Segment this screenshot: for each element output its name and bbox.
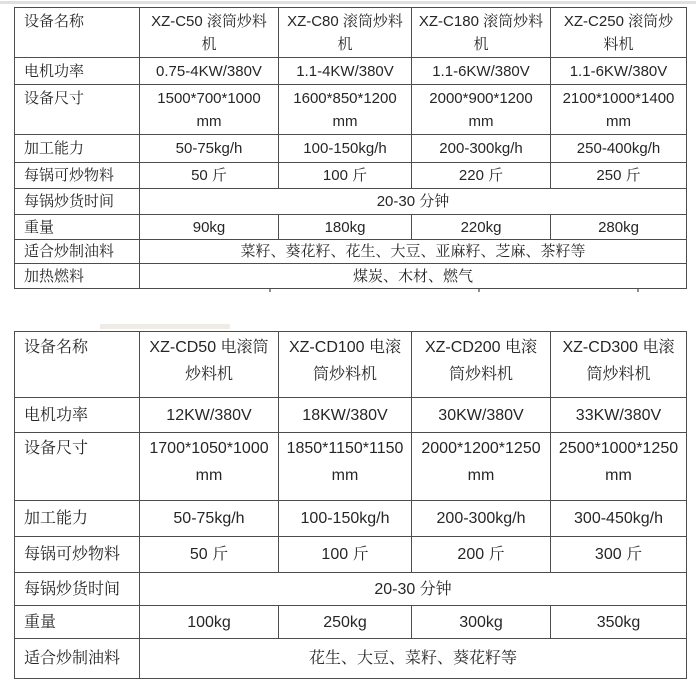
table-row: [15, 8, 687, 58]
table-row: [15, 537, 687, 573]
model-header: XZ-C80 滚筒炒料机: [279, 8, 412, 58]
dimension-unit: mm: [196, 113, 222, 130]
model-header: XZ-C180 滚筒炒料机: [412, 8, 551, 58]
cell-value: 33KW/380V: [551, 398, 687, 433]
cell-value: [551, 85, 687, 135]
row-label-power: 电机功率: [15, 58, 140, 85]
cell-value: 50 斤: [140, 163, 279, 189]
cell-value: 200-300kg/h: [412, 501, 551, 537]
table-row: [15, 240, 687, 264]
row-label-heating-fuel: 加热燃料: [15, 264, 140, 289]
cell-value: [140, 85, 279, 135]
dimension-unit: mm: [331, 467, 359, 484]
row-label-power: 电机功率: [15, 398, 140, 433]
row-label-frying-time: 每锅炒货时间: [15, 189, 140, 215]
cell-value: 250kg: [279, 606, 412, 639]
model-header: XZ-CD300 电滚筒炒料机: [551, 332, 687, 398]
row-label-material-per-pot: 每锅可炒物料: [15, 537, 140, 573]
table-row: [15, 573, 687, 606]
row-label-capacity: 加工能力: [15, 135, 140, 163]
cell-value: 250 斤: [551, 163, 687, 189]
dimension: 2100*1000*1400: [562, 90, 675, 107]
table-row: [15, 85, 687, 135]
dimension-unit: mm: [332, 113, 358, 130]
cell-value: 50 斤: [140, 537, 279, 573]
table-row: [15, 398, 687, 433]
spec-table-electric: [14, 331, 687, 679]
table-row: [15, 639, 687, 679]
dimension: 2000*900*1200: [429, 90, 533, 107]
table-row: [15, 135, 687, 163]
table-row: [15, 189, 687, 215]
cell-value: 250-400kg/h: [551, 135, 687, 163]
row-label-material-per-pot: 每锅可炒物料: [15, 163, 140, 189]
model-header: XZ-CD50 电滚筒炒料机: [140, 332, 279, 398]
row-label-size: 设备尺寸: [15, 85, 140, 135]
cell-span-value: 菜籽、葵花籽、花生、大豆、亚麻籽、芝麻、茶籽等: [140, 240, 687, 264]
row-label-suitable-oils: 适合炒制油料: [15, 240, 140, 264]
cell-value: 300-450kg/h: [551, 501, 687, 537]
cell-value: 100 斤: [279, 163, 412, 189]
dimension: 2500*1000*1250: [558, 440, 679, 457]
cell-value: 200 斤: [412, 537, 551, 573]
cell-value: 300 斤: [551, 537, 687, 573]
dimension-unit: mm: [195, 467, 223, 484]
table-row: [15, 215, 687, 240]
cell-value: 100-150kg/h: [279, 135, 412, 163]
dimension-unit: mm: [605, 467, 632, 484]
cell-span-value: 20-30 分钟: [140, 573, 687, 606]
cell-value: 1.1-4KW/380V: [279, 58, 412, 85]
cell-value: 0.75-4KW/380V: [140, 58, 279, 85]
table-row: [15, 163, 687, 189]
row-label-weight: 重量: [15, 215, 140, 240]
cell-value: 18KW/380V: [279, 398, 412, 433]
row-label-size: 设备尺寸: [15, 433, 140, 501]
table-row: [15, 433, 687, 501]
model-header: XZ-C50 滚筒炒料机: [140, 8, 279, 58]
cell-value: [279, 85, 412, 135]
cell-value: 220 斤: [412, 163, 551, 189]
cell-value: [551, 433, 687, 501]
cell-value: 1.1-6KW/380V: [412, 58, 551, 85]
cell-value: 100-150kg/h: [279, 501, 412, 537]
dimension-unit: mm: [606, 113, 631, 130]
dimension-unit: mm: [468, 113, 494, 130]
dimension: 1850*1150*1150: [286, 440, 404, 457]
table-row: [15, 606, 687, 639]
dimension: 1700*1050*1000: [149, 440, 269, 457]
scan-artifact-line: [0, 1, 696, 4]
table-row: [15, 58, 687, 85]
model-header: XZ-CD100 电滚筒炒料机: [279, 332, 412, 398]
scan-artifact-smudge: [100, 324, 230, 329]
cell-span-value: 煤炭、木材、燃气: [140, 264, 687, 289]
cell-value: 220kg: [412, 215, 551, 240]
table-row: [15, 332, 687, 398]
cell-value: [412, 85, 551, 135]
corner-header: 设备名称: [15, 332, 140, 398]
table-row: [15, 264, 687, 289]
cell-value: 100kg: [140, 606, 279, 639]
row-label-capacity: 加工能力: [15, 501, 140, 537]
cell-value: 30KW/380V: [412, 398, 551, 433]
row-label-weight: 重量: [15, 606, 140, 639]
row-label-frying-time: 每锅炒货时间: [15, 573, 140, 606]
model-header: XZ-CD200 电滚筒炒料机: [412, 332, 551, 398]
cell-value: 300kg: [412, 606, 551, 639]
cell-span-value: 花生、大豆、菜籽、葵花籽等: [140, 639, 687, 679]
cell-value: 200-300kg/h: [412, 135, 551, 163]
cell-value: 12KW/380V: [140, 398, 279, 433]
table-row: [15, 501, 687, 537]
corner-header: 设备名称: [15, 8, 140, 58]
cell-value: [140, 433, 279, 501]
cell-span-value: 20-30 分钟: [140, 189, 687, 215]
dimension: 1500*700*1000: [157, 90, 261, 107]
dimension-unit: mm: [467, 467, 495, 484]
row-label-suitable-oils: 适合炒制油料: [15, 639, 140, 679]
cell-value: 50-75kg/h: [140, 135, 279, 163]
cell-value: 280kg: [551, 215, 687, 240]
cell-value: 100 斤: [279, 537, 412, 573]
cell-value: 90kg: [140, 215, 279, 240]
cell-value: 350kg: [551, 606, 687, 639]
cell-value: [412, 433, 551, 501]
cell-value: 50-75kg/h: [140, 501, 279, 537]
spec-table-gas: [14, 7, 687, 289]
cell-value: 180kg: [279, 215, 412, 240]
dimension: 2000*1200*1250: [421, 440, 541, 457]
dimension: 1600*850*1200: [293, 90, 397, 107]
model-header: XZ-C250 滚筒炒料机: [551, 8, 687, 58]
cell-value: [279, 433, 412, 501]
cell-value: 1.1-6KW/380V: [551, 58, 687, 85]
